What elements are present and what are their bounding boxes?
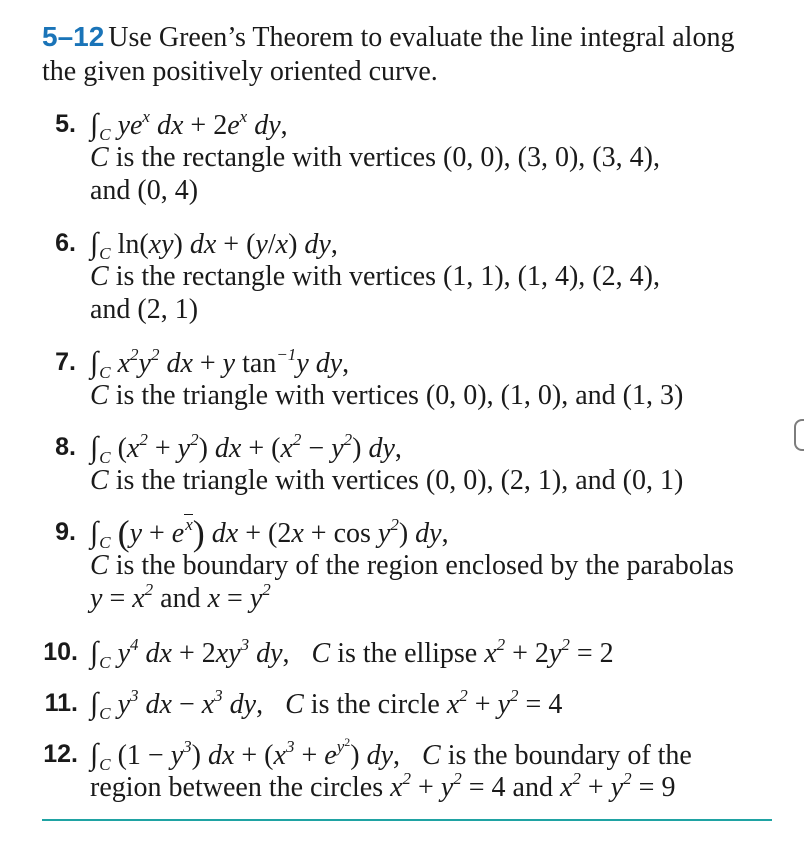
problem-expression: $\int_C$ $x^2y^2$ dx + y $\tan^{-1}y$ dy, <box>90 345 350 382</box>
instruction-text: Use Green’s Theorem to evaluate the line integral along the given positively oriented curve. <box>42 22 735 87</box>
problem-description: C is the rectangle with vertices (1, 1), (1, 4), (2, 4), <box>90 261 660 292</box>
problem-number: 6. <box>55 229 76 257</box>
problem-expression: $\int_C$ $(x^2 + y^2)$ dx + $(x^2 - y^2)$ dy, <box>90 430 402 467</box>
problem-number: 9. <box>55 518 76 546</box>
problem-expression: $\int_C$ $y^3$ dx − $x^3$ dy, C is the circle $x^2 + y^2 = 4$ <box>90 686 563 723</box>
exercise-range: 5–12 <box>42 21 105 52</box>
problem-number: 12. <box>43 740 78 768</box>
problem-description: C is the boundary of the region enclosed by the parabolas <box>90 550 734 581</box>
problem-number: 10. <box>43 638 78 666</box>
problem-expression: $\int_C$ $ye^x$ dx + $2e^x$ dy, <box>90 107 288 144</box>
problem-number: 8. <box>55 433 76 461</box>
problem-expression: $\int_C$ $(1 - y^3)$ dx + $(x^3 + e^{y^2})$ dy, C is the boundary of the <box>90 735 692 774</box>
page-tab-marker <box>794 419 804 451</box>
problem-number: 11. <box>44 689 78 717</box>
textbook-page: 5–12 Use Green’s Theorem to evaluate the line integral along the given positively oriented curve. 5. $\int_C$ $ye^x$ dx + $2e^x$ dy, C is the rectangle with vertices (0, 0), (3, 0), (3, 4), and (0, 4) 6. $\int_C$ ln(xy) dx + (y/x) dy, C is the rectangle with vertices (1, 1), (1, 4), (2, 4), and (2, 1) 7. $\int_C$ $x^2y^2$ dx + y $\tan^{-1}y$ dy, C is the triangle with vertices (0, 0), (1, 0), and (1, 3) 8. $\int_C$ $(x^2 + y^2)$ dx + $(x^2 - y^2)$ dy, C is the triangle with vertices (0, 0), (2, 1), and (0, 1) 9. $\int_C$ $(y + e^x)$ dx + $(2x + \cos y^2)$ dy, C is the boundary of the region enclosed by the parabolas $y = x^2$ and $x = y^2$ 10. $\int_C$ $y^4$ dx + $2xy^3$ dy, C is the ellipse $x^2 + 2y^2 = 2$ 11. $\int_C$ $y^3$ dx − $x^3$ dy, C is the circle $x^2 + y^2 = 4$ 12. $\int_C$ $(1 - y^3)$ dx + $(x^3 + e^{y^2})$ dy, C is the boundary of the region between the circles $x^2 + y^2 = 4$ and $x^2 + y^2 = 9$ <box>0 0 804 848</box>
problem-number: 7. <box>55 348 76 376</box>
problem-expression: $\int_C$ ln(xy) dx + (y/x) dy, <box>90 227 338 263</box>
problem-expression: $\int_C$ $y^4$ dx + $2xy^3$ dy, C is the ellipse $x^2 + 2y^2 = 2$ <box>90 635 614 672</box>
exercise-instructions <box>42 20 762 89</box>
problem-expression: $\int_C$ $(y + e^x)$ dx + $(2x + \cos y^2)$ dy, <box>90 513 449 553</box>
problem-description: C is the rectangle with vertices (0, 0), (3, 0), (3, 4), <box>90 142 660 173</box>
problem-number: 5. <box>55 110 76 138</box>
problem-description: C is the triangle with vertices (0, 0), (2, 1), and (0, 1) <box>90 465 684 496</box>
problem-description: region between the circles $x^2 + y^2 = 4$ and $x^2 + y^2 = 9$ <box>90 769 676 803</box>
section-divider <box>42 819 772 821</box>
problem-description: C is the triangle with vertices (0, 0), (1, 0), and (1, 3) <box>90 380 684 411</box>
